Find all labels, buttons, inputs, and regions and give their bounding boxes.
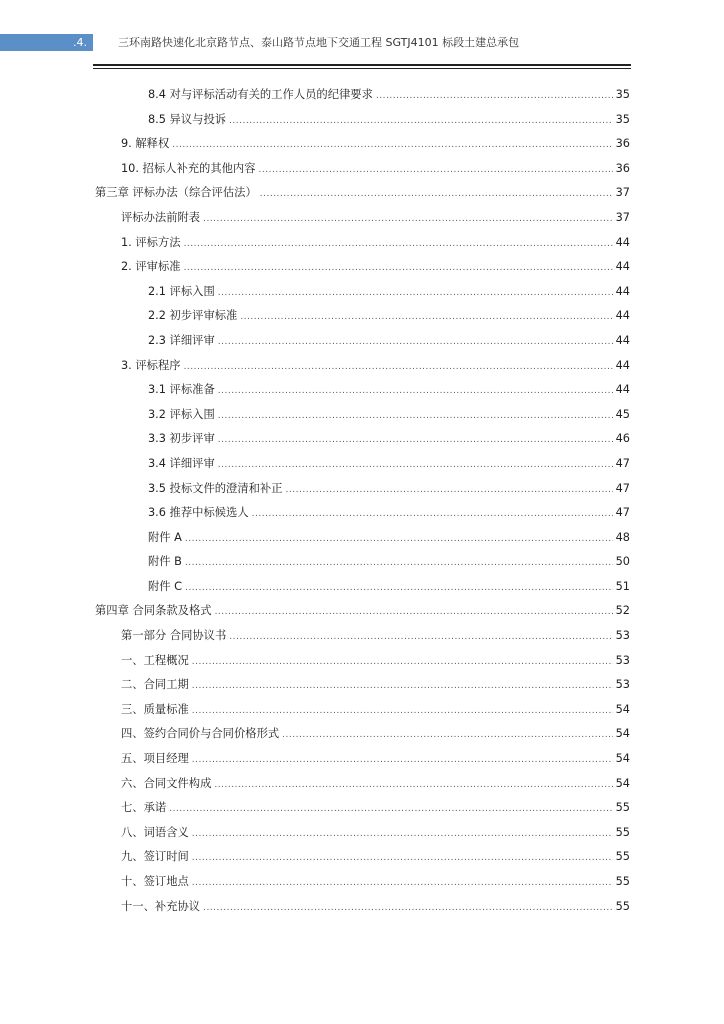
toc-entry[interactable]	[95, 578, 630, 603]
toc-entry[interactable]	[95, 86, 630, 111]
toc-entry-page-number: 53	[615, 678, 630, 692]
toc-entry[interactable]	[95, 799, 630, 824]
toc-entry-label: 3.1 评标准备	[148, 383, 215, 397]
toc-dot-leader	[192, 657, 613, 667]
toc-entry-page-number: 44	[615, 333, 630, 347]
toc-dot-leader	[286, 485, 613, 495]
toc-dot-leader	[218, 386, 613, 396]
toc-entry[interactable]	[95, 602, 630, 627]
toc-dot-leader	[185, 583, 613, 593]
toc-entry-label: 六、合同文件构成	[121, 776, 212, 790]
toc-dot-leader	[215, 607, 613, 617]
toc-entry[interactable]	[95, 898, 630, 923]
toc-entry-page-number: 46	[615, 432, 630, 446]
toc-entry-label: 10. 招标人补充的其他内容	[121, 161, 256, 175]
toc-entry-page-number: 53	[615, 629, 630, 643]
toc-entry-label: 八、词语含义	[121, 825, 189, 839]
toc-entry-page-number: 55	[615, 875, 630, 888]
toc-entry-page-number: 44	[615, 309, 630, 323]
toc-dot-leader	[218, 337, 613, 347]
toc-entry[interactable]	[95, 455, 630, 480]
toc-entry-label: 第四章 合同条款及格式	[95, 604, 212, 618]
toc-entry[interactable]	[95, 381, 630, 406]
toc-entry-label: 2.3 详细评审	[148, 333, 215, 347]
toc-entry-label: 2. 评审标准	[121, 260, 181, 274]
toc-entry[interactable]	[95, 160, 630, 185]
toc-entry-label: 第三章 评标办法（综合评估法）	[95, 186, 257, 200]
toc-dot-leader	[260, 189, 613, 199]
toc-entry-page-number: 36	[615, 161, 630, 175]
toc-entry[interactable]	[95, 676, 630, 701]
toc-entry-label: 四、签约合同价与合同价格形式	[121, 727, 280, 741]
toc-entry-label: 2.2 初步评审标准	[148, 309, 238, 323]
toc-dot-leader	[376, 91, 613, 101]
toc-entry-page-number: 55	[615, 850, 630, 864]
toc-entry-label: 评标办法前附表	[121, 210, 201, 224]
toc-dot-leader	[218, 411, 613, 421]
toc-entry-label: 3.6 推荐中标候选人	[148, 506, 249, 520]
toc-entry[interactable]	[95, 480, 630, 505]
toc-entry-page-number: 54	[615, 776, 630, 790]
toc-entry-page-number: 50	[615, 555, 630, 569]
toc-dot-leader	[229, 632, 612, 642]
toc-dot-leader	[192, 878, 613, 888]
document-header-title: 三环南路快速化北京路节点、泰山路节点地下交通工程 SGTJ4101 标段土建总承包	[118, 36, 520, 49]
toc-entry-page-number: 36	[615, 137, 630, 151]
toc-dot-leader	[169, 804, 612, 814]
toc-entry-label: 五、项目经理	[121, 752, 189, 766]
toc-dot-leader	[214, 780, 612, 790]
toc-entry[interactable]	[95, 357, 630, 382]
toc-entry[interactable]	[95, 111, 630, 136]
toc-entry-page-number: 47	[615, 456, 630, 470]
toc-entry-page-number: 54	[615, 727, 630, 741]
toc-entry[interactable]	[95, 725, 630, 750]
toc-entry-label: 8.5 异议与投诉	[148, 112, 227, 126]
toc-dot-leader	[185, 558, 613, 568]
toc-entry[interactable]	[95, 775, 630, 800]
toc-entry[interactable]	[95, 848, 630, 873]
toc-dot-leader	[203, 214, 613, 224]
toc-dot-leader	[218, 288, 613, 298]
toc-dot-leader	[192, 755, 613, 765]
toc-entry-page-number: 44	[615, 358, 630, 372]
toc-entry[interactable]	[95, 529, 630, 554]
toc-entry-label: 七、承诺	[121, 801, 167, 815]
toc-dot-leader	[282, 730, 612, 740]
toc-entry-label: 8.4 对与评标活动有关的工作人员的纪律要求	[148, 88, 373, 101]
toc-entry-label: 附件 B	[148, 555, 182, 569]
toc-dot-leader	[229, 116, 613, 126]
toc-entry-page-number: 45	[615, 407, 630, 421]
toc-entry[interactable]	[95, 184, 630, 209]
toc-entry-page-number: 35	[615, 88, 630, 101]
toc-dot-leader	[259, 165, 613, 175]
toc-entry[interactable]	[95, 652, 630, 677]
toc-entry-page-number: 35	[615, 112, 630, 126]
toc-entry-page-number: 44	[615, 383, 630, 397]
toc-entry-page-number: 51	[615, 579, 630, 593]
toc-dot-leader	[252, 509, 613, 519]
toc-entry[interactable]	[95, 258, 630, 283]
toc-entry[interactable]	[95, 701, 630, 726]
toc-entry-page-number: 44	[615, 260, 630, 274]
header-rule-thin	[93, 68, 631, 69]
toc-dot-leader	[184, 263, 613, 273]
toc-entry[interactable]	[95, 627, 630, 652]
toc-entry[interactable]	[95, 430, 630, 455]
toc-entry-label: 2.1 评标入围	[148, 284, 215, 298]
toc-dot-leader	[218, 460, 613, 470]
toc-dot-leader	[240, 312, 612, 322]
toc-dot-leader	[203, 903, 613, 913]
page-number-tab: .4.	[0, 34, 93, 51]
toc-entry-page-number: 47	[615, 506, 630, 520]
toc-entry-page-number: 44	[615, 284, 630, 298]
toc-entry[interactable]	[95, 209, 630, 234]
toc-entry[interactable]	[95, 873, 630, 898]
toc-dot-leader	[185, 534, 613, 544]
toc-dot-leader	[192, 829, 613, 839]
toc-dot-leader	[184, 362, 613, 372]
toc-entry-page-number: 52	[615, 604, 630, 618]
toc-entry-page-number: 55	[615, 825, 630, 839]
toc-entry-label: 十一、补充协议	[121, 899, 201, 913]
toc-entry[interactable]	[95, 824, 630, 849]
toc-entry[interactable]	[95, 307, 630, 332]
toc-dot-leader	[192, 681, 613, 691]
toc-dot-leader	[218, 435, 613, 445]
toc-entry-label: 3.2 评标入围	[148, 407, 215, 421]
toc-entry-page-number: 55	[615, 801, 630, 815]
toc-entry[interactable]	[95, 283, 630, 308]
table-of-contents	[95, 86, 630, 922]
toc-entry-page-number: 54	[615, 752, 630, 766]
toc-entry-label: 3. 评标程序	[121, 358, 181, 372]
toc-entry-label: 十、签订地点	[121, 875, 189, 888]
toc-entry[interactable]	[95, 332, 630, 357]
toc-entry-label: 九、签订时间	[121, 850, 189, 864]
toc-entry-label: 附件 A	[148, 530, 182, 544]
toc-entry[interactable]	[95, 135, 630, 160]
toc-entry-label: 1. 评标方法	[121, 235, 181, 249]
toc-entry-page-number: 53	[615, 653, 630, 667]
toc-entry[interactable]	[95, 750, 630, 775]
toc-entry[interactable]	[95, 406, 630, 431]
toc-entry-page-number: 37	[615, 186, 630, 200]
toc-entry-label: 第一部分 合同协议书	[121, 629, 227, 643]
toc-entry[interactable]	[95, 234, 630, 259]
toc-entry-label: 一、工程概况	[121, 653, 189, 667]
toc-entry-page-number: 48	[615, 530, 630, 544]
toc-entry-label: 3.3 初步评审	[148, 432, 215, 446]
toc-entry-page-number: 37	[615, 210, 630, 224]
toc-dot-leader	[172, 140, 612, 150]
toc-entry-label: 9. 解释权	[121, 137, 170, 151]
toc-entry-label: 3.5 投标文件的澄清和补正	[148, 481, 283, 495]
toc-entry[interactable]	[95, 553, 630, 578]
toc-entry-label: 二、合同工期	[121, 678, 189, 692]
toc-entry[interactable]	[95, 504, 630, 529]
toc-entry-label: 附件 C	[148, 579, 183, 593]
toc-entry-label: 3.4 详细评审	[148, 456, 215, 470]
toc-dot-leader	[192, 706, 613, 716]
toc-entry-page-number: 55	[615, 899, 630, 913]
toc-entry-page-number: 47	[615, 481, 630, 495]
header-rule-thick	[93, 64, 631, 66]
toc-dot-leader	[184, 239, 613, 249]
toc-dot-leader	[192, 853, 613, 863]
toc-entry-label: 三、质量标准	[121, 702, 189, 716]
toc-entry-page-number: 54	[615, 702, 630, 716]
toc-entry-page-number: 44	[615, 235, 630, 249]
